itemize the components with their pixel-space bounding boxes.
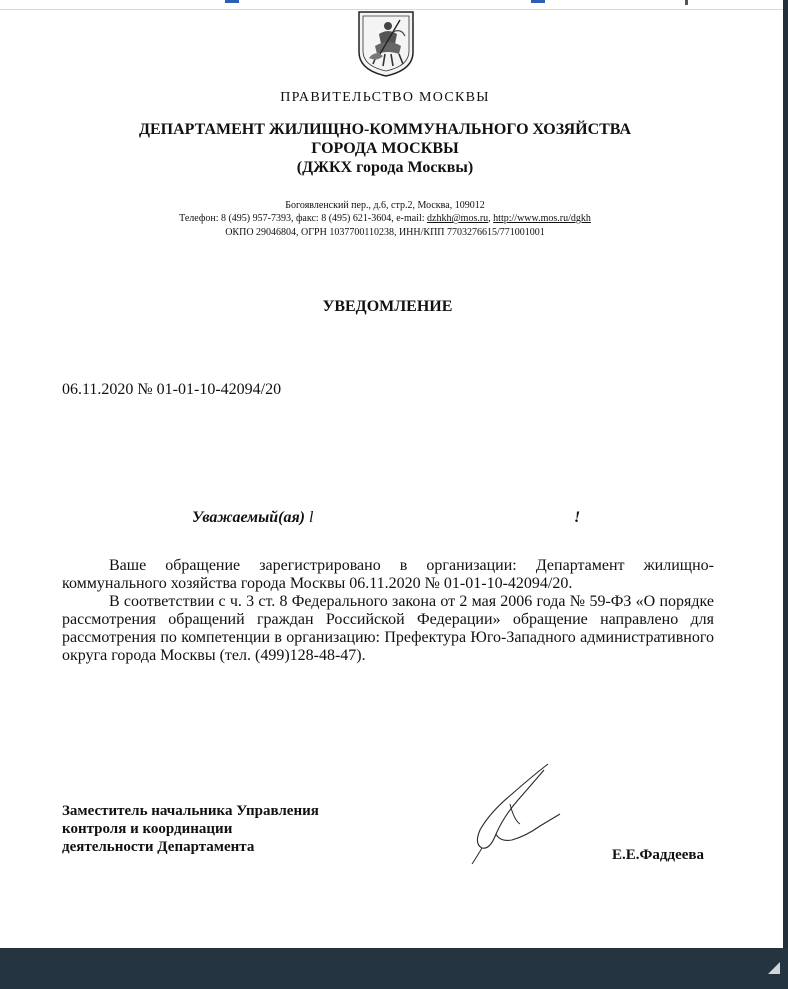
email-link[interactable]: dzhkh@mos.ru: [427, 213, 489, 224]
signatory-title: [62, 802, 319, 856]
viewer-footer-band: [0, 948, 788, 989]
department-short-name: (ДЖКХ города Москвы): [296, 159, 474, 176]
greeting-exclamation: !: [574, 509, 581, 526]
greeting: [192, 509, 313, 527]
signatory-title-line1: Заместитель начальника Управления: [62, 803, 319, 819]
signatory-name: Е.Е.Фаддеева: [612, 847, 704, 863]
department-name-line1: ДЕПАРТАМЕНТ ЖИЛИЩНО-КОММУНАЛЬНОГО ХОЗЯЙСТВА: [138, 121, 632, 138]
handwritten-signature-icon: [460, 760, 570, 865]
viewer-right-edge: [783, 0, 788, 948]
contacts-text: Телефон: 8 (495) 957-7393, факс: 8 (495) 621-3604, e-mail:: [179, 213, 428, 224]
paragraph-registered: Ваше обращение зарегистрировано в организации: Департамент жилищно-коммунального хозяйства города Москвы 06.11.2020 № 01-01-10-42094/20.: [62, 557, 714, 592]
department-name-line2: ГОРОДА МОСКВЫ: [311, 140, 459, 157]
document-title: УВЕДОМЛЕНИЕ: [322, 298, 453, 315]
page-marker-2: [531, 0, 545, 3]
website-link[interactable]: http://www.mos.ru/dgkh: [493, 213, 591, 224]
page-marker-3: [685, 0, 688, 5]
department-heading: [60, 120, 710, 177]
department-address: Богоявленский пер., д.6, стр.2, Москва, 109012: [285, 200, 485, 211]
contacts-separator: ,: [488, 213, 494, 224]
registration-number: 06.11.2020 № 01-01-10-42094/20: [62, 381, 282, 398]
department-contacts: [60, 213, 710, 225]
scroll-up-arrow-icon[interactable]: [768, 962, 780, 974]
paragraph-forwarded: В соответствии с ч. 3 ст. 8 Федерального закона от 2 мая 2006 года № 59-ФЗ «О порядке рассмотрения обращений граждан Российской Федерации» обращение направлено для рассмотрения по компетенции в организацию: Префектура Юго-Западного административного округа города Москвы (тел. (499)128-48-47).: [62, 593, 714, 664]
signatory-title-line2: контроля и координации: [62, 821, 233, 837]
page-marker-1: [225, 0, 239, 3]
moscow-coat-of-arms-icon: [355, 8, 417, 78]
greeting-initial: l: [309, 509, 314, 526]
body-text: [62, 557, 714, 665]
greeting-text: Уважаемый(ая): [192, 509, 310, 526]
signatory-title-line3: деятельности Департамента: [62, 839, 255, 855]
department-registry: ОКПО 29046804, ОГРН 1037700110238, ИНН/КПП 7703276615/771001001: [225, 227, 545, 238]
government-heading: ПРАВИТЕЛЬСТВО МОСКВЫ: [280, 90, 490, 105]
